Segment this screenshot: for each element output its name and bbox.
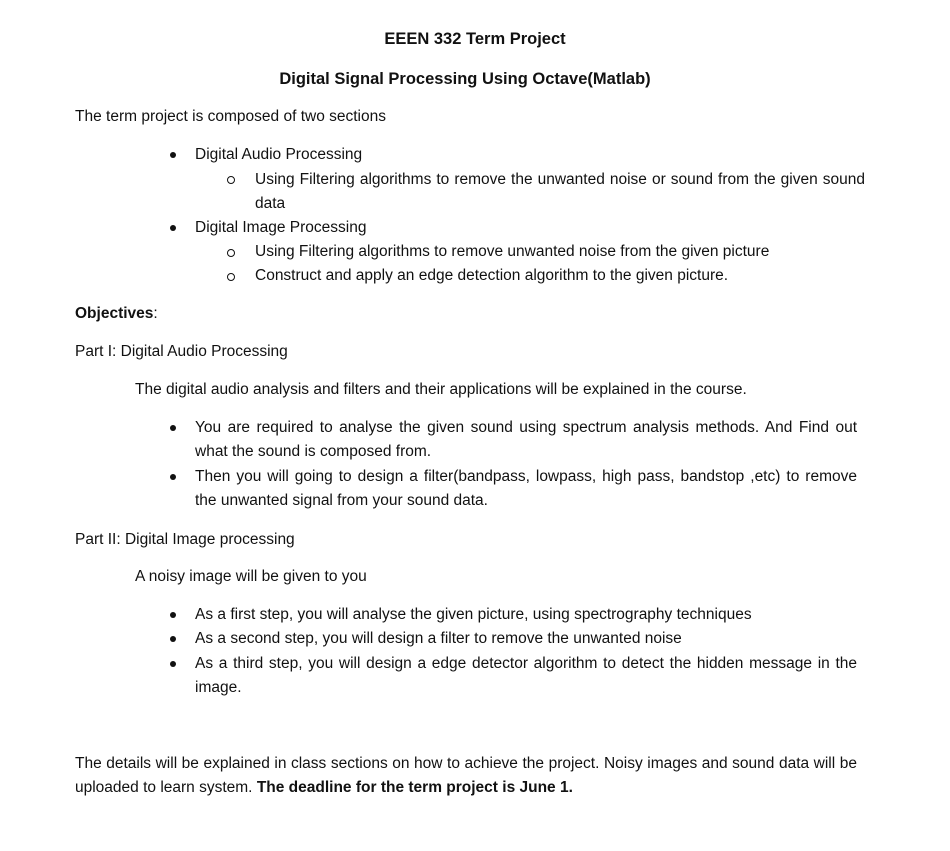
objectives-label: Objectives xyxy=(75,305,154,322)
closing-paragraph xyxy=(75,752,857,800)
bullet-icon xyxy=(170,474,176,480)
circle-bullet-icon xyxy=(227,273,235,281)
page-subtitle: Digital Signal Processing Using Octave(Matlab) xyxy=(279,70,651,88)
section-subitem: Construct and apply an edge detection algorithm to the given picture. xyxy=(255,267,729,284)
part2-heading: Part II: Digital Image processing xyxy=(75,531,295,548)
section-subitem: Using Filtering algorithms to remove the unwanted noise or sound from the given sound data xyxy=(255,171,865,212)
part2-bullet: As a second step, you will design a filter to remove the unwanted noise xyxy=(195,630,682,647)
circle-bullet-icon xyxy=(227,176,235,184)
bullet-icon xyxy=(170,425,176,431)
circle-bullet-icon xyxy=(227,249,235,257)
section-item-audio: Digital Audio Processing xyxy=(195,146,363,163)
section-subitem: Using Filtering algorithms to remove unwanted noise from the given picture xyxy=(255,243,770,260)
section-item-image: Digital Image Processing xyxy=(195,219,367,236)
bullet-icon xyxy=(170,152,176,158)
bullet-icon xyxy=(170,636,176,642)
part1-bullet: Then you will going to design a filter(bandpass, lowpass, high pass, bandstop ,etc) to remove the unwanted signal from your sound data. xyxy=(195,468,857,509)
deadline-text: The deadline for the term project is June 1. xyxy=(256,779,573,796)
objectives-heading xyxy=(75,304,158,324)
closing-text: The details will be explained in class sections on how to achieve the project. Noisy images and sound data will be uploaded to learn system. xyxy=(75,755,857,796)
page-title: EEEN 332 Term Project xyxy=(384,30,566,48)
part1-bullet: You are required to analyse the given sound using spectrum analysis methods. And Find out what the sound is composed from. xyxy=(195,419,857,460)
part1-heading: Part I: Digital Audio Processing xyxy=(75,343,288,360)
intro-text: The term project is composed of two sections xyxy=(75,108,386,125)
part2-bullet: As a first step, you will analyse the given picture, using spectrography techniques xyxy=(195,606,752,623)
bullet-icon xyxy=(170,661,176,667)
objectives-colon: : xyxy=(153,305,158,322)
bullet-icon xyxy=(170,612,176,618)
part2-intro: A noisy image will be given to you xyxy=(135,568,367,585)
part2-bullet: As a third step, you will design a edge detector algorithm to detect the hidden message in the image. xyxy=(195,655,857,696)
part1-intro: The digital audio analysis and filters and their applications will be explained in the course. xyxy=(135,381,747,398)
bullet-icon xyxy=(170,225,176,231)
